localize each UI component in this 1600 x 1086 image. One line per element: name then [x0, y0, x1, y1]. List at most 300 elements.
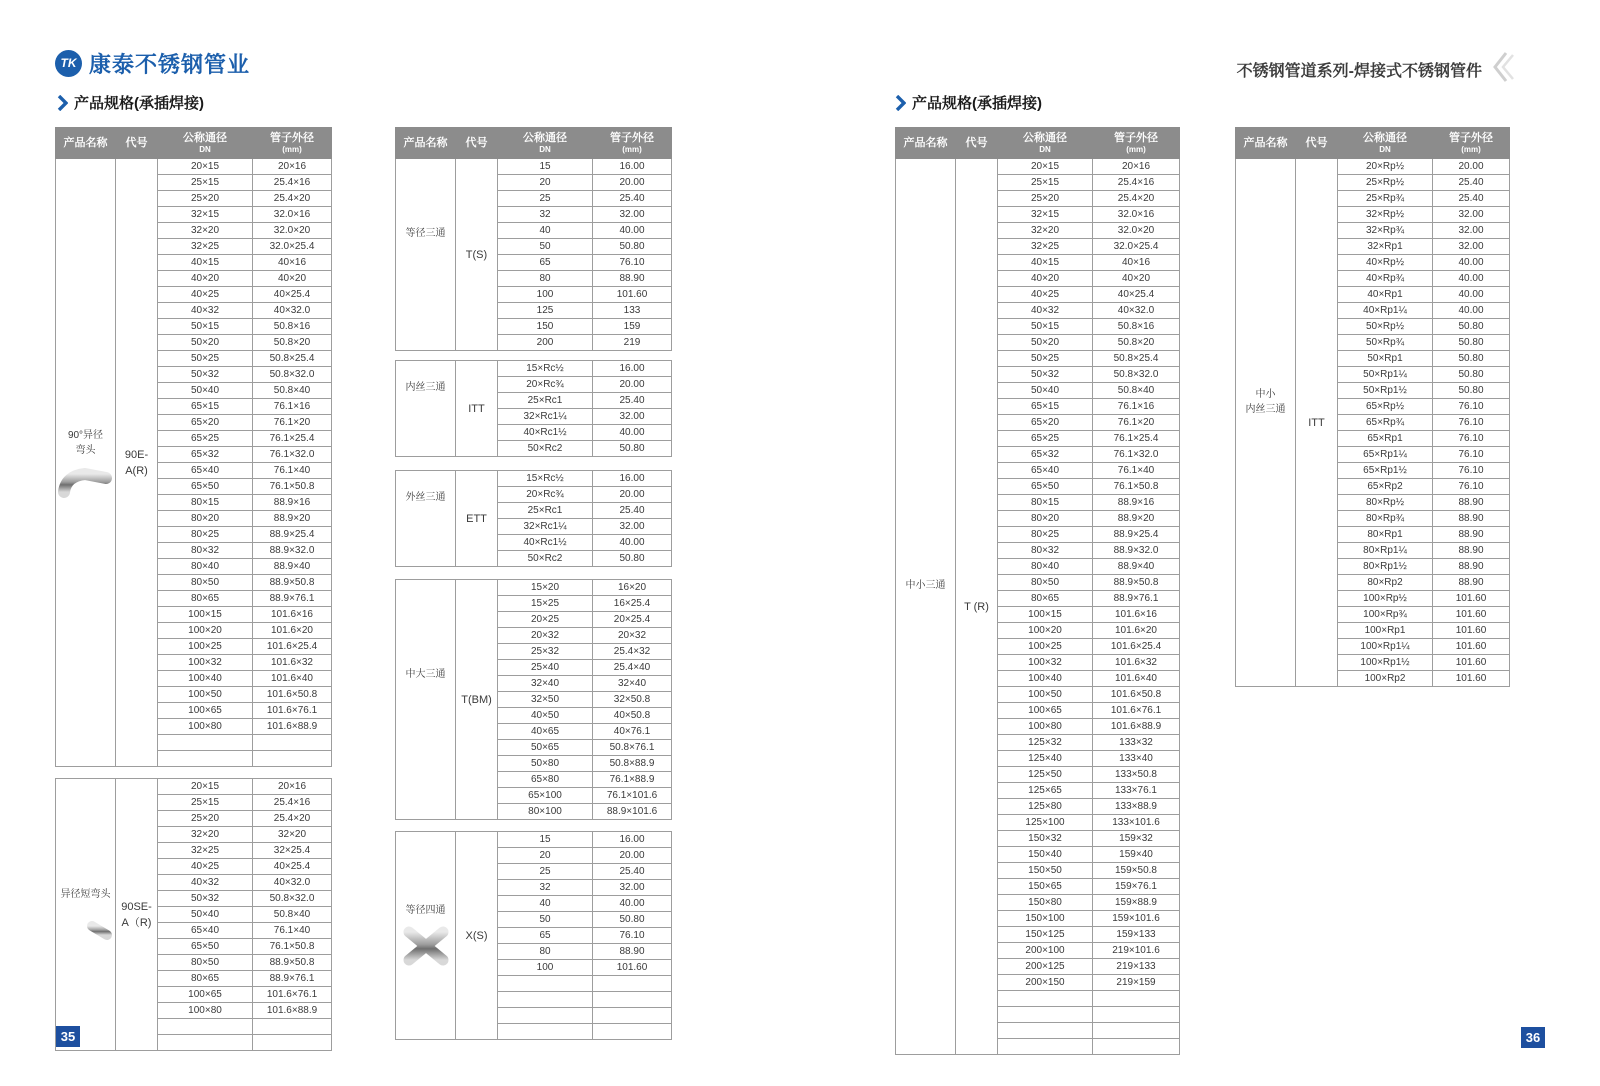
od-value-cell: 40×16 — [253, 255, 332, 271]
chevron-right-icon — [57, 95, 68, 111]
column-header — [593, 128, 672, 159]
dn-value-cell: 100×40 — [998, 671, 1093, 687]
od-value-cell: 101.6×20 — [253, 623, 332, 639]
od-value-cell: 219×159 — [1093, 975, 1180, 991]
product-code — [456, 247, 497, 263]
spec-table-90E-AR — [55, 127, 332, 767]
dn-value-cell: 100×25 — [158, 639, 253, 655]
product-code-cell — [116, 159, 158, 767]
dn-value-cell: 25×20 — [158, 811, 253, 827]
od-value-cell: 50.8×25.4 — [253, 351, 332, 367]
od-value-cell: 50.80 — [593, 441, 672, 457]
od-value-cell: 32×50.8 — [593, 692, 672, 708]
column-header-line1: 代号 — [465, 136, 488, 149]
od-value-cell: 133 — [593, 303, 672, 319]
column-header-line1: 管子外径 — [1114, 132, 1158, 144]
dn-value-cell: 80×Rp¾ — [1338, 511, 1433, 527]
table-row — [396, 361, 672, 377]
column-header — [956, 128, 998, 159]
od-value-cell: 32.0×20 — [1093, 223, 1180, 239]
od-value-cell: 32.00 — [1433, 239, 1510, 255]
dn-value-cell: 50×25 — [158, 351, 253, 367]
dn-value-cell: 125 — [498, 303, 593, 319]
od-value-cell: 88.9×101.6 — [593, 804, 672, 820]
od-value-cell: 40×25.4 — [1093, 287, 1180, 303]
od-value-cell: 25.40 — [593, 393, 672, 409]
product-name-cell — [396, 580, 456, 820]
product-name-line: 异径短弯头 — [60, 889, 111, 900]
dn-value-cell: 150×65 — [998, 879, 1093, 895]
dn-value-cell: 15 — [498, 832, 593, 848]
od-value-cell: 40×25.4 — [253, 287, 332, 303]
od-value-cell: 50.80 — [1433, 335, 1510, 351]
column-header — [1433, 128, 1510, 159]
double-chevron-left-icon — [1490, 50, 1516, 89]
dn-value-cell: 50×32 — [158, 367, 253, 383]
od-value-cell: 76.1×50.8 — [253, 479, 332, 495]
table-header-row — [396, 128, 672, 159]
dn-value-cell: 25×Rc1 — [498, 503, 593, 519]
od-value-cell — [593, 1024, 672, 1040]
od-value-cell: 133×40 — [1093, 751, 1180, 767]
dn-value-cell: 25×15 — [158, 795, 253, 811]
od-value-cell: 32×40 — [593, 676, 672, 692]
dn-value-cell: 80×32 — [158, 543, 253, 559]
table-host-XS — [395, 831, 672, 1040]
od-value-cell: 25.40 — [593, 864, 672, 880]
od-value-cell: 20.00 — [593, 377, 672, 393]
od-value-cell: 76.1×32.0 — [253, 447, 332, 463]
dn-value-cell: 125×65 — [998, 783, 1093, 799]
dn-value-cell: 65×Rp¾ — [1338, 415, 1433, 431]
tables-column-3 — [895, 127, 1180, 1055]
dn-value-cell: 50×Rp1½ — [1338, 383, 1433, 399]
dn-value-cell: 125×80 — [998, 799, 1093, 815]
product-name-line: 内丝三通 — [405, 382, 446, 393]
dn-value-cell: 65×Rp1 — [1338, 431, 1433, 447]
column-header — [116, 128, 158, 159]
dn-value-cell: 100×50 — [158, 687, 253, 703]
od-value-cell: 16.00 — [593, 471, 672, 487]
dn-value-cell: 65×32 — [998, 447, 1093, 463]
dn-value-cell: 50×20 — [998, 335, 1093, 351]
product-code-line: ETT — [466, 512, 487, 525]
dn-value-cell: 50×40 — [158, 383, 253, 399]
table-row — [396, 832, 672, 848]
od-value-cell: 40×32.0 — [1093, 303, 1180, 319]
product-code — [456, 511, 497, 527]
dn-value-cell: 80×40 — [158, 559, 253, 575]
dn-value-cell: 80×Rp1 — [1338, 527, 1433, 543]
dn-value-cell: 50×25 — [998, 351, 1093, 367]
dn-value-cell: 32×Rc1¼ — [498, 519, 593, 535]
dn-value-cell: 65×25 — [998, 431, 1093, 447]
dn-value-cell: 65×40 — [158, 463, 253, 479]
od-value-cell: 32.00 — [1433, 207, 1510, 223]
od-value-cell: 101.60 — [1433, 639, 1510, 655]
od-value-cell — [253, 1035, 332, 1051]
tables-column-2 — [395, 127, 672, 1040]
table-row — [396, 159, 672, 175]
dn-value-cell: 20 — [498, 175, 593, 191]
dn-value-cell: 80×50 — [998, 575, 1093, 591]
dn-value-cell: 80×40 — [998, 559, 1093, 575]
dn-value-cell: 65×Rp1¼ — [1338, 447, 1433, 463]
product-name-line: 内丝三通 — [1245, 403, 1286, 415]
column-header-line1: 管子外径 — [270, 132, 314, 144]
page-number-left: 35 — [56, 1026, 80, 1047]
product-code-line: 90SE- — [121, 900, 152, 913]
od-value-cell: 20.00 — [593, 175, 672, 191]
dn-value-cell: 15×Rc½ — [498, 471, 593, 487]
od-value-cell: 133×88.9 — [1093, 799, 1180, 815]
dn-value-cell: 100×Rp¾ — [1338, 607, 1433, 623]
od-value-cell: 101.6×76.1 — [253, 703, 332, 719]
dn-value-cell: 80×50 — [158, 575, 253, 591]
od-value-cell: 101.6×88.9 — [1093, 719, 1180, 735]
table-host-ITT — [395, 360, 672, 457]
dn-value-cell: 65×40 — [998, 463, 1093, 479]
dn-value-cell — [158, 1035, 253, 1051]
page-number-right: 36 — [1521, 1027, 1545, 1048]
dn-value-cell: 80×25 — [158, 527, 253, 543]
dn-value-cell: 100×65 — [158, 703, 253, 719]
dn-value-cell: 65×25 — [158, 431, 253, 447]
dn-value-cell: 65×50 — [158, 939, 253, 955]
product-name-line: 等径三通 — [405, 228, 446, 239]
dn-value-cell: 32×25 — [998, 239, 1093, 255]
column-header-line1: 代号 — [965, 136, 988, 149]
dn-value-cell: 80 — [498, 944, 593, 960]
dn-value-cell — [498, 1008, 593, 1024]
dn-value-cell: 15×20 — [498, 580, 593, 596]
dn-value-cell: 20×15 — [998, 159, 1093, 175]
od-value-cell: 88.9×50.8 — [253, 955, 332, 971]
dn-value-cell: 100×50 — [998, 687, 1093, 703]
product-code-cell — [456, 471, 498, 567]
dn-value-cell — [158, 1019, 253, 1035]
dn-value-cell: 50×Rc2 — [498, 551, 593, 567]
dn-value-cell: 65×Rp½ — [1338, 399, 1433, 415]
table-row — [396, 471, 672, 487]
dn-value-cell — [498, 1024, 593, 1040]
od-value-cell — [593, 1008, 672, 1024]
od-value-cell: 101.60 — [593, 287, 672, 303]
dn-value-cell: 40×20 — [158, 271, 253, 287]
od-value-cell: 50.80 — [1433, 319, 1510, 335]
dn-value-cell: 100×65 — [158, 987, 253, 1003]
od-value-cell: 20.00 — [1433, 159, 1510, 175]
od-value-cell: 32.0×16 — [253, 207, 332, 223]
dn-value-cell: 20 — [498, 848, 593, 864]
od-value-cell: 40×20 — [1093, 271, 1180, 287]
product-name — [396, 903, 455, 918]
dn-value-cell: 50×40 — [998, 383, 1093, 399]
dn-value-cell: 80×Rp1½ — [1338, 559, 1433, 575]
od-value-cell: 101.60 — [1433, 607, 1510, 623]
product-code-cell — [1296, 159, 1338, 687]
product-name-cell — [396, 159, 456, 351]
od-value-cell: 40×32.0 — [253, 303, 332, 319]
dn-value-cell: 65×15 — [158, 399, 253, 415]
od-value-cell: 25.40 — [593, 191, 672, 207]
od-value-cell: 76.10 — [593, 928, 672, 944]
od-value-cell: 25.4×40 — [593, 660, 672, 676]
spec-table-ETT — [395, 470, 672, 567]
od-value-cell: 76.1×88.9 — [593, 772, 672, 788]
product-name-line: 外丝三通 — [405, 492, 446, 503]
dn-value-cell: 200 — [498, 335, 593, 351]
column-header-line2: DN — [1039, 145, 1051, 154]
dn-value-cell: 50×Rp¾ — [1338, 335, 1433, 351]
dn-value-cell: 20×Rc¾ — [498, 487, 593, 503]
od-value-cell: 88.9×20 — [253, 511, 332, 527]
dn-value-cell: 40×65 — [498, 724, 593, 740]
product-name — [396, 380, 455, 395]
od-value-cell: 20×16 — [253, 159, 332, 175]
column-header — [56, 128, 116, 159]
dn-value-cell: 50×Rp½ — [1338, 319, 1433, 335]
dn-value-cell: 125×50 — [998, 767, 1093, 783]
od-value-cell: 32.0×20 — [253, 223, 332, 239]
dn-value-cell: 40×Rp½ — [1338, 255, 1433, 271]
od-value-cell: 101.6×76.1 — [253, 987, 332, 1003]
od-value-cell: 32×20 — [253, 827, 332, 843]
od-value-cell: 32.0×25.4 — [253, 239, 332, 255]
product-name — [896, 578, 955, 593]
od-value-cell: 88.9×50.8 — [1093, 575, 1180, 591]
column-header — [158, 128, 253, 159]
od-value-cell: 50.8×40 — [1093, 383, 1180, 399]
dn-value-cell: 40×25 — [158, 287, 253, 303]
od-value-cell: 101.6×76.1 — [1093, 703, 1180, 719]
dn-value-cell: 25×Rc1 — [498, 393, 593, 409]
column-header-line1: 公称通径 — [1363, 132, 1407, 144]
od-value-cell: 50.80 — [593, 912, 672, 928]
od-value-cell: 76.1×50.8 — [253, 939, 332, 955]
dn-value-cell: 65×15 — [998, 399, 1093, 415]
od-value-cell: 76.1×50.8 — [1093, 479, 1180, 495]
dn-value-cell: 80×32 — [998, 543, 1093, 559]
dn-value-cell: 40 — [498, 223, 593, 239]
od-value-cell: 40.00 — [1433, 271, 1510, 287]
column-header-line1: 产品名称 — [63, 136, 108, 149]
od-value-cell: 88.9×76.1 — [253, 971, 332, 987]
od-value-cell: 101.60 — [1433, 623, 1510, 639]
dn-value-cell: 40×Rc1½ — [498, 535, 593, 551]
od-value-cell: 101.60 — [1433, 671, 1510, 687]
table-host-TS — [395, 127, 672, 351]
dn-value-cell: 40×32 — [158, 303, 253, 319]
od-value-cell: 101.6×20 — [1093, 623, 1180, 639]
dn-value-cell: 100×32 — [998, 655, 1093, 671]
table-row — [56, 159, 332, 175]
dn-value-cell: 32×Rp1 — [1338, 239, 1433, 255]
od-value-cell: 101.60 — [1433, 591, 1510, 607]
product-code — [956, 599, 997, 615]
dn-value-cell: 80×65 — [998, 591, 1093, 607]
product-name — [56, 428, 115, 458]
od-value-cell: 88.9×16 — [1093, 495, 1180, 511]
column-header-line1: 管子外径 — [610, 132, 654, 144]
spec-table-XS — [395, 831, 672, 1040]
od-value-cell: 101.6×32 — [1093, 655, 1180, 671]
column-header — [998, 128, 1093, 159]
section-heading-right-label: 产品规格(承插焊接) — [912, 95, 1042, 112]
dn-value-cell: 50×40 — [158, 907, 253, 923]
column-header — [1093, 128, 1180, 159]
product-photo-tee — [896, 599, 955, 635]
product-name-cell — [396, 361, 456, 457]
dn-value-cell — [998, 991, 1093, 1007]
od-value-cell: 159×76.1 — [1093, 879, 1180, 895]
od-value-cell: 40.00 — [593, 223, 672, 239]
od-value-cell: 219×101.6 — [1093, 943, 1180, 959]
product-code-line: A（R) — [121, 916, 152, 929]
od-value-cell: 16.00 — [593, 832, 672, 848]
column-header-line1: 产品名称 — [1243, 136, 1288, 149]
table-host-TR — [895, 127, 1180, 1055]
od-value-cell: 40×20 — [253, 271, 332, 287]
dn-value-cell: 50×15 — [998, 319, 1093, 335]
dn-value-cell — [498, 992, 593, 1008]
product-name-line: 中小三通 — [905, 580, 946, 591]
od-value-cell: 159×88.9 — [1093, 895, 1180, 911]
dn-value-cell: 25×20 — [158, 191, 253, 207]
product-name-line: 等径四通 — [405, 905, 446, 916]
table-row — [1236, 159, 1510, 175]
od-value-cell: 133×101.6 — [1093, 815, 1180, 831]
od-value-cell: 16.00 — [593, 159, 672, 175]
spec-table-TS — [395, 127, 672, 351]
product-name-line: 90°异径 — [67, 429, 104, 441]
product-name-cell — [56, 159, 116, 767]
product-name — [1236, 387, 1295, 417]
dn-value-cell: 25 — [498, 864, 593, 880]
dn-value-cell: 150×125 — [998, 927, 1093, 943]
tables-column-4 — [1235, 127, 1510, 687]
dn-value-cell: 32×40 — [498, 676, 593, 692]
dn-value-cell: 50×32 — [998, 367, 1093, 383]
od-value-cell: 76.1×20 — [253, 415, 332, 431]
od-value-cell: 101.6×32 — [253, 655, 332, 671]
od-value-cell: 101.6×88.9 — [253, 1003, 332, 1019]
od-value-cell — [253, 735, 332, 751]
brand-logo-text: 康泰不锈钢管业 — [89, 52, 251, 77]
dn-value-cell: 65×Rp1½ — [1338, 463, 1433, 479]
od-value-cell: 76.10 — [1433, 479, 1510, 495]
dn-value-cell — [998, 1007, 1093, 1023]
dn-value-cell: 32×Rc1¼ — [498, 409, 593, 425]
od-value-cell: 101.6×25.4 — [1093, 639, 1180, 655]
od-value-cell: 50.8×20 — [253, 335, 332, 351]
table-host-TBM — [395, 579, 672, 820]
dn-value-cell: 100×Rp1 — [1338, 623, 1433, 639]
od-value-cell: 76.1×25.4 — [1093, 431, 1180, 447]
dn-value-cell: 200×150 — [998, 975, 1093, 991]
dn-value-cell: 15×25 — [498, 596, 593, 612]
dn-value-cell — [998, 1023, 1093, 1039]
od-value-cell: 101.60 — [593, 960, 672, 976]
od-value-cell: 88.9×76.1 — [1093, 591, 1180, 607]
column-header-line1: 公称通径 — [1023, 132, 1067, 144]
dn-value-cell: 50×20 — [158, 335, 253, 351]
od-value-cell: 76.1×16 — [1093, 399, 1180, 415]
od-value-cell: 76.10 — [1433, 431, 1510, 447]
dn-value-cell: 25×15 — [158, 175, 253, 191]
dn-value-cell: 20×15 — [158, 159, 253, 175]
dn-value-cell: 100 — [498, 287, 593, 303]
dn-value-cell: 40×Rp¾ — [1338, 271, 1433, 287]
dn-value-cell: 80×Rp2 — [1338, 575, 1433, 591]
product-photo-tee-upright — [396, 688, 455, 732]
od-value-cell: 50.8×40 — [253, 383, 332, 399]
dn-value-cell: 40×Rp1 — [1338, 287, 1433, 303]
column-header-line1: 代号 — [125, 136, 148, 149]
dn-value-cell: 25×32 — [498, 644, 593, 660]
column-header-line1: 公称通径 — [183, 132, 227, 144]
dn-value-cell: 20×Rc¾ — [498, 377, 593, 393]
od-value-cell: 101.6×16 — [253, 607, 332, 623]
column-header — [896, 128, 956, 159]
od-value-cell: 133×76.1 — [1093, 783, 1180, 799]
od-value-cell: 50.80 — [593, 239, 672, 255]
od-value-cell: 32.0×16 — [1093, 207, 1180, 223]
od-value-cell: 88.90 — [1433, 495, 1510, 511]
dn-value-cell: 32×Rp½ — [1338, 207, 1433, 223]
dn-value-cell: 65×20 — [998, 415, 1093, 431]
od-value-cell: 101.6×25.4 — [253, 639, 332, 655]
dn-value-cell — [158, 735, 253, 751]
dn-value-cell: 25×20 — [998, 191, 1093, 207]
column-header — [498, 128, 593, 159]
od-value-cell: 40×76.1 — [593, 724, 672, 740]
product-name-cell — [396, 832, 456, 1040]
od-value-cell: 159×50.8 — [1093, 863, 1180, 879]
dn-value-cell: 150×40 — [998, 847, 1093, 863]
product-code-line: X(S) — [465, 929, 488, 942]
od-value-cell: 76.1×40 — [1093, 463, 1180, 479]
od-value-cell: 20.00 — [593, 848, 672, 864]
product-code-cell — [956, 159, 998, 1055]
dn-value-cell: 32×Rp¾ — [1338, 223, 1433, 239]
od-value-cell: 20×25.4 — [593, 612, 672, 628]
od-value-cell: 76.1×16 — [253, 399, 332, 415]
column-header-line2: DN — [199, 145, 211, 154]
product-name-cell — [1236, 159, 1296, 687]
product-name — [396, 667, 455, 682]
od-value-cell: 88.90 — [1433, 543, 1510, 559]
dn-value-cell: 200×100 — [998, 943, 1093, 959]
dn-value-cell: 100×20 — [998, 623, 1093, 639]
dn-value-cell: 32×20 — [158, 827, 253, 843]
dn-value-cell: 65×40 — [158, 923, 253, 939]
dn-value-cell: 100×80 — [998, 719, 1093, 735]
dn-value-cell: 40 — [498, 896, 593, 912]
od-value-cell: 88.9×32.0 — [253, 543, 332, 559]
dn-value-cell: 80×50 — [158, 955, 253, 971]
dn-value-cell: 100×65 — [998, 703, 1093, 719]
od-value-cell: 159×133 — [1093, 927, 1180, 943]
spec-table-90SE-AR — [55, 778, 332, 1051]
od-value-cell: 20×16 — [253, 779, 332, 795]
dn-value-cell: 80×15 — [998, 495, 1093, 511]
od-value-cell: 20×32 — [593, 628, 672, 644]
dn-value-cell: 32×15 — [998, 207, 1093, 223]
od-value-cell — [1093, 991, 1180, 1007]
column-header-line1: 公称通径 — [523, 132, 567, 144]
od-value-cell: 101.6×40 — [253, 671, 332, 687]
